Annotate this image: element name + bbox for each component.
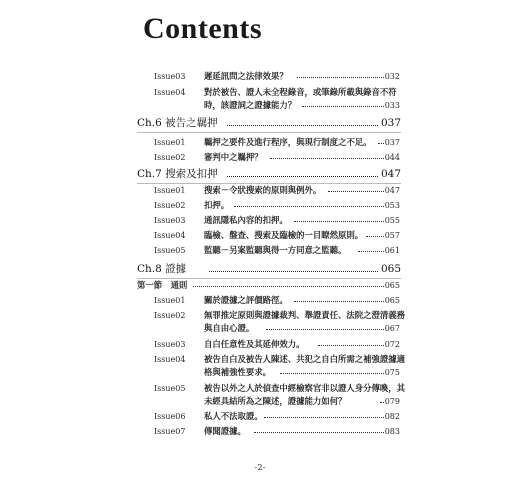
leader-dots [227,125,378,126]
entry-label: 通訊隱私內容的扣押。 [204,215,288,225]
issue-number: Issue05 [154,384,186,393]
page-title: Contents [143,12,263,45]
page-number: 053 [384,201,400,210]
page-number: 079 [384,397,400,406]
page-number: 037 [384,138,400,147]
page-number-footer: -2- [254,463,266,473]
chapter-divider [137,183,401,184]
issue-number: Issue03 [154,340,186,349]
toc-entry[interactable] [154,426,400,437]
entry-label: 傳聞證據。 [204,426,246,436]
page-number: 044 [384,153,400,162]
entry-label: 關於證據之評價路徑。 [204,295,288,305]
leader-dots [297,77,384,78]
section-heading[interactable] [137,280,400,291]
entry-label: 扣押。 [204,200,230,210]
entry-label: 羈押之要件及進行程序，與現行制度之不足。 [204,137,372,147]
leader-dots [366,236,384,237]
chapter-heading[interactable] [137,168,401,181]
page-number: 061 [384,246,400,255]
entry-label-continued: 格與補強性要求。 [204,367,271,377]
toc-entry[interactable] [154,245,400,256]
toc-entry[interactable] [154,185,400,196]
leader-dots [209,271,378,272]
page-number: 037 [380,117,401,129]
page-number: 055 [384,216,400,225]
entry-label: 監聽－另案監聽與得一方同意之監聽。 [204,245,347,255]
toc-entry[interactable] [154,215,400,226]
toc-entry[interactable] [154,339,400,350]
page-number: 075 [384,368,400,377]
entry-label: 被告以外之人於偵查中經檢察官非以證人身分傳喚，其 [204,383,405,393]
entry-label: 搜索－令狀搜索的原則與例外。 [204,185,322,195]
page-number: 047 [380,168,401,180]
leader-dots [358,251,384,252]
leader-dots [302,106,384,107]
leader-dots [270,158,384,159]
issue-number: Issue04 [154,88,186,97]
toc-entry[interactable] [154,71,400,82]
leader-dots [254,432,384,433]
issue-number: Issue04 [154,231,186,240]
entry-label: 自白任意性及其延伸效力。 [204,339,305,349]
issue-number: Issue03 [154,72,186,81]
page-number: 047 [384,186,400,195]
entry-label-continued: 時，該證詞之證據能力？ [204,100,297,110]
page-number: 032 [384,72,400,81]
entry-label: 審判中之羈押？ [204,152,263,162]
leader-dots [234,206,384,207]
issue-number: Issue06 [154,412,186,421]
page-number: 065 [380,263,401,275]
page-number: 067 [384,324,400,333]
entry-label: 對於被告、證人未全程錄音，或筆錄所載與錄音不符 [204,87,397,97]
toc-entry[interactable] [154,200,400,211]
leader-dots [266,329,384,330]
toc-entry[interactable] [154,137,400,148]
leader-dots [318,345,384,346]
leader-dots [294,301,384,302]
toc-entry[interactable] [154,230,400,241]
leader-dots [380,402,384,403]
entry-label: 私人不法取證。 [204,411,263,421]
chapter-label: Ch.8 證據 [137,263,187,275]
toc-entry[interactable] [154,354,405,378]
toc-entry[interactable] [154,411,400,422]
issue-number: Issue01 [154,186,186,195]
page-number: 065 [384,281,400,290]
chapter-label: Ch.6 被告之羈押 [137,117,218,129]
leader-dots [227,176,378,177]
page-number: 033 [384,101,400,110]
chapter-divider [137,132,401,133]
issue-number: Issue04 [154,355,186,364]
entry-label: 無罪推定原則與證據裁判、舉證責任、法院之澄清義務 [204,310,405,320]
issue-number: Issue07 [154,427,186,436]
chapter-heading[interactable] [137,117,401,130]
entry-label-continued: 未經具結所為之陳述，證據能力如何？ [204,396,347,406]
page-number: 065 [384,296,400,305]
toc-entry[interactable] [154,152,400,163]
issue-number: Issue01 [154,138,186,147]
toc-entry[interactable] [154,310,405,334]
leader-dots [294,221,384,222]
chapter-heading[interactable] [137,263,401,276]
section-label: 第一節 通則 [137,280,188,290]
entry-label: 遲延訊問之法律效果？ [204,71,288,81]
issue-number: Issue02 [154,153,186,162]
issue-number: Issue03 [154,216,186,225]
entry-label-continued: 與自由心證。 [204,323,255,333]
page-number: 057 [384,231,400,240]
entry-label: 臨檢、盤查、搜索及臨檢的一目瞭然原則。 [204,230,364,240]
toc-entry[interactable] [154,87,400,111]
leader-dots [193,286,384,287]
toc-entry[interactable] [154,383,405,407]
page-number: 072 [384,340,400,349]
chapter-divider [137,278,401,279]
issue-number: Issue02 [154,201,186,210]
leader-dots [264,417,384,418]
issue-number: Issue05 [154,246,186,255]
entry-label: 被告自白及被告人陳述、共犯之自白所需之補強證據適 [204,354,405,364]
page-number: 082 [384,412,400,421]
issue-number: Issue02 [154,311,186,320]
leader-dots [328,191,384,192]
issue-number: Issue01 [154,296,186,305]
toc-entry[interactable] [154,295,400,306]
page-number: 083 [384,427,400,436]
chapter-label: Ch.7 搜索及扣押 [137,168,218,180]
leader-dots [280,373,384,374]
leader-dots [378,143,384,144]
